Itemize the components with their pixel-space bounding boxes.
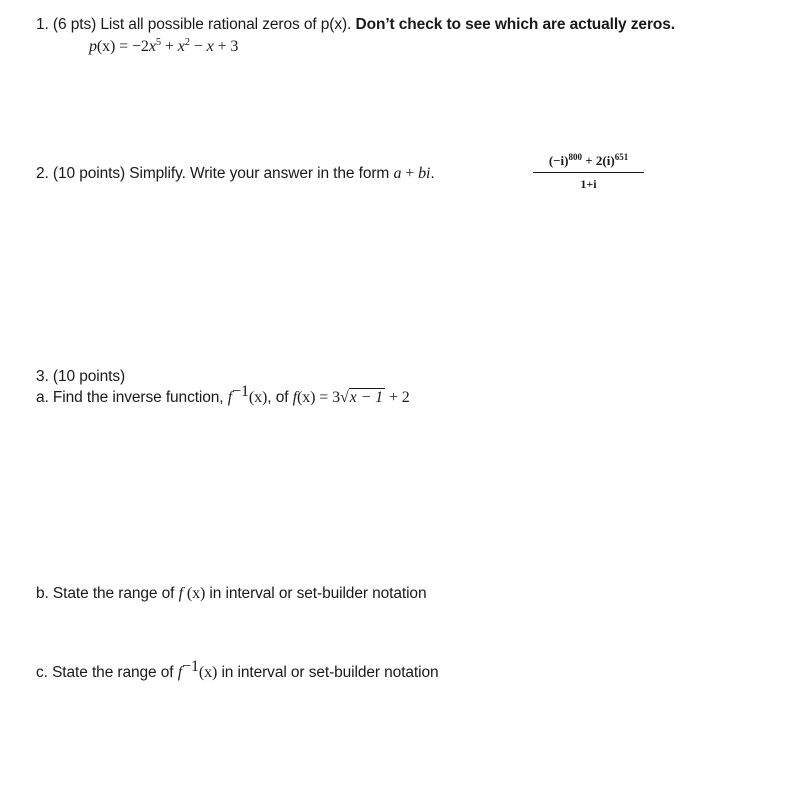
question-3a-prompt: a. Find the inverse function,: [36, 389, 228, 406]
fraction-numerator: [533, 152, 644, 170]
form-plus: +: [401, 165, 419, 182]
num-exp-b: 651: [614, 152, 629, 162]
form-period: .: [430, 165, 435, 182]
eq-minus: −: [189, 38, 207, 55]
question-2-prompt: 2. (10 points) Simplify. Write your answer in the form: [36, 165, 394, 182]
eq-exp2: 2: [184, 37, 190, 48]
range-finv: f: [177, 664, 183, 681]
question-3c-prompt: c. State the range of: [36, 664, 178, 681]
finv-f: f: [227, 389, 233, 406]
eq-const: + 3: [213, 38, 239, 55]
question-3b-tail: in interval or set-builder notation: [205, 585, 427, 602]
range-f: f: [178, 585, 183, 602]
eq-x2: x: [177, 38, 185, 55]
question-1: [36, 15, 675, 35]
form-a: a: [393, 165, 402, 182]
question-3c: [36, 658, 439, 683]
f-definition: (x) = 3: [297, 389, 340, 406]
question-3b-prompt: b. State the range of: [36, 585, 179, 602]
range-f-arg: (x): [182, 585, 206, 602]
eq-arg: (x) = −2: [96, 38, 149, 55]
radical-sign: √: [339, 389, 349, 406]
num-term-a: (−i): [548, 153, 569, 168]
eq-x1: x: [148, 38, 156, 55]
finv-arg: (x): [248, 389, 268, 406]
eq-plus: +: [160, 38, 178, 55]
eq-x3: x: [206, 38, 214, 55]
question-1-equation: [89, 37, 238, 57]
num-exp-a: 800: [568, 152, 582, 162]
range-finv-exp: −1: [182, 658, 199, 675]
eq-exp1: 5: [155, 37, 161, 48]
eq-p: p: [89, 38, 97, 55]
f-tail: + 2: [385, 389, 410, 406]
question-2-fraction: [533, 152, 644, 192]
sqrt-expression: [340, 388, 385, 408]
fraction-denominator: 1+i: [580, 177, 597, 192]
form-bi: bi: [418, 165, 431, 182]
num-term-b: + 2(i): [582, 153, 615, 168]
fraction-bar: [533, 172, 644, 173]
finv-exp: −1: [232, 383, 249, 400]
question-3a-mid: , of: [267, 389, 293, 406]
radicand: x − 1: [349, 389, 384, 406]
question-2: [36, 164, 435, 184]
question-3a: [36, 383, 410, 408]
question-3c-tail: in interval or set-builder notation: [217, 664, 439, 681]
range-finv-arg: (x): [198, 664, 218, 681]
question-1-instruction: Don’t check to see which are actually zeros.: [355, 16, 675, 33]
question-3-header: 3. (10 points): [36, 368, 126, 385]
question-3b: [36, 584, 426, 604]
f-symbol: f: [292, 389, 297, 406]
question-1-prompt: 1. (6 pts) List all possible rational zeros of p(x).: [36, 16, 356, 33]
